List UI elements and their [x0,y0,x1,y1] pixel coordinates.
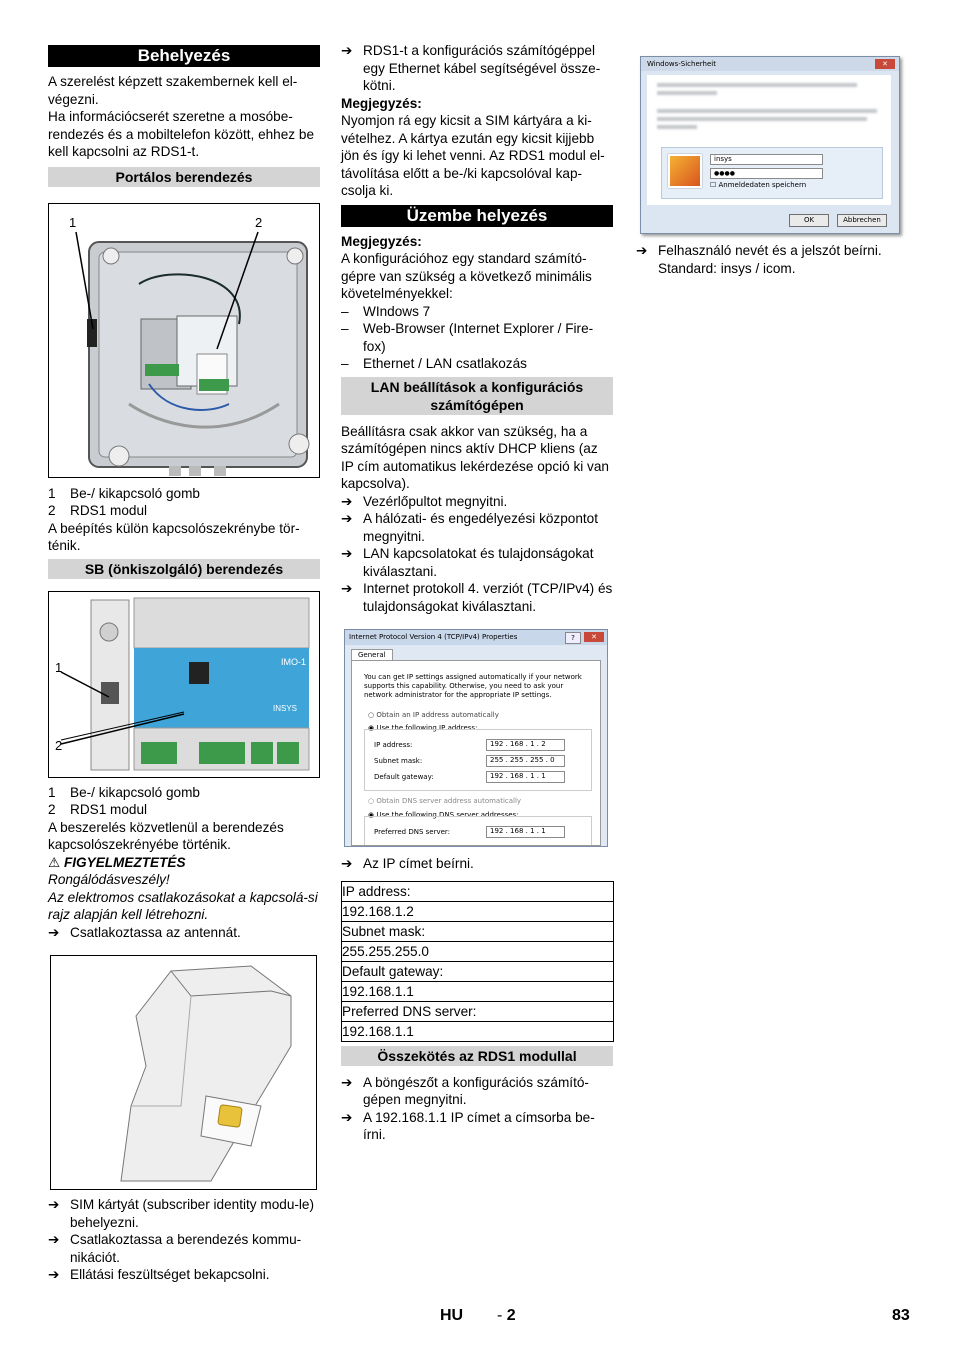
conn-step-2: ➔ A 192.168.1.1 IP címet a címsorba be-írni. [341,1109,595,1142]
note-sim-remove: Nyomjon rá egy kicsit a SIM kártyára a ki-vételhez. A kártya ezután egy kicsit kijjebb jön és így ki lehet venni. Az RDS1 modul el-távolítása előtt a be-/ki kapcsolóval kap-csolja ki. [341,113,605,198]
page-number: 83 [892,1307,910,1324]
step-communication: ➔ Csatlakoztassa a berendezés kommu-nikációt. [48,1232,302,1265]
arrow-icon: ➔ [341,546,353,561]
subheading-portalos: Portálos berendezés [48,167,320,187]
arrow-icon: ➔ [341,1109,353,1125]
step-enter-ip: ➔ Az IP címet beírni. [341,856,474,871]
table-row: 255.255.255.0 [342,941,614,961]
table-row: 192.168.1.1 [342,981,614,1001]
intro-text-2: Ha információcserét szeretne a mosóbe-rendezés és a mobiltelefon között, ehhez be kell kapcsolni az RDS1-t. [48,109,315,159]
legend-2-item-2: 2 RDS1 modul [48,802,148,817]
note-portal: A beépítés külön kapcsolószekrénybe tör-ténik. [48,520,300,553]
legend-2 [48,784,320,819]
footer-section: - 2 [497,1307,516,1324]
legend-1 [48,485,320,520]
ip-label: IP address: [374,741,413,749]
dns-field[interactable]: 192 . 168 . 1 . 1 [486,826,565,838]
dialog-description: You can get IP settings assigned automatically if your network supports this capability. Otherwise, you need to ask your network administrator for the appropriate IP settings. [364,673,582,699]
gateway-field[interactable]: 192 . 168 . 1 . 1 [486,771,565,783]
tcpip-dialog-titlebar: Internet Protocol Version 4 (TCP/IPv4) Properties ? ✕ [345,630,607,645]
step-login: ➔ Felhasználó nevét és a jelszót beírni. Standard: insys / icom. [636,243,882,276]
login-dialog-titlebar: Windows-Sicherheit ✕ [641,57,899,71]
tab-general[interactable]: General [351,649,393,661]
step-ethernet: ➔ RDS1-t a konfigurációs számítógéppel egy Ethernet kábel segítségével össze-kötni. [341,43,601,93]
dns-label: Preferred DNS server: [374,828,451,836]
arrow-icon: ➔ [341,581,353,596]
figure-sb-module [48,591,320,778]
step-antenna: ➔ Csatlakoztassa az antennát. [48,924,241,940]
legend-1-item-2: 2 RDS1 modul [48,503,148,518]
credential-panel [661,147,883,199]
sim-card-illustration [51,956,316,1189]
subheading-sb: SB (önkiszolgáló) berendezés [48,559,320,579]
column-3 [636,42,908,277]
imo-label: IMO-1 [281,656,307,667]
remember-checkbox[interactable]: ☐ Anmeldedaten speichern [710,181,807,189]
step-power: ➔ Ellátási feszültséget bekapcsolni. [48,1267,270,1282]
username-field[interactable]: insys [710,154,823,165]
conn-step-1: ➔ A böngészőt a konfigurációs számító-gépen megnyitni. [341,1074,589,1107]
column-2 [341,42,613,1144]
note2-label: Megjegyzés: [341,233,422,249]
fig2-label-2: 2 [55,737,63,753]
login-dialog-body [647,75,891,205]
warning-line-2: Az elektromos csatlakozásokat a kapcsolá-si rajz alapján kell létrehozni. [48,889,318,922]
fig1-label-2: 2 [255,214,263,230]
cancel-button[interactable]: Abbrechen [837,214,887,227]
ip-field[interactable]: 192 . 168 . 1 . 2 [486,739,565,751]
lan-text: Beállításra csak akkor van szükség, ha a számítógépen nincs aktív DHCP kliens (az IP cím automatikus lekérdezése opció ki van kapcsolva). [341,423,609,491]
heading-behelyezes: Behelyezés [48,45,320,67]
cabinet-illustration [49,204,320,477]
table-row: 192.168.1.1 [342,1021,614,1041]
arrow-icon: ➔ [341,1074,353,1090]
legend-1-item-1: 1 Be-/ kikapcsoló gomb [48,485,200,501]
radio-ip-manual[interactable]: ◉ Use the following IP address: [368,724,478,732]
password-field[interactable]: ●●●● [710,168,823,179]
blurred-text [657,125,697,129]
user-avatar-icon [668,154,702,188]
blurred-text [657,91,717,95]
login-dialog [640,56,900,234]
table-row: Subnet mask: [342,921,614,941]
table-row: 192.168.1.2 [342,901,614,921]
arrow-icon: ➔ [341,511,353,526]
req-windows: – WIndows 7 [341,303,431,319]
ip-settings-table [341,881,614,1042]
table-row: Default gateway: [342,961,614,981]
close-icon[interactable]: ✕ [584,632,604,642]
arrow-icon: ➔ [48,924,60,940]
legend-2-item-1: 1 Be-/ kikapcsoló gomb [48,784,200,800]
arrow-icon: ➔ [48,1267,60,1282]
warning-icon: ⚠ [48,854,61,870]
mask-field[interactable]: 255 . 255 . 255 . 0 [486,755,565,767]
table-row: Preferred DNS server: [342,1001,614,1021]
column-1 [48,42,320,1284]
fig1-label-1: 1 [69,214,77,230]
lan-step-3: ➔ LAN kapcsolatokat és tulajdonságokat kiválasztani. [341,546,594,579]
radio-ip-auto[interactable]: ○ Obtain an IP address automatically [368,711,499,719]
close-icon[interactable]: ✕ [875,59,895,69]
footer-language: HU [440,1307,464,1324]
steps-bottom [48,1196,320,1284]
intro-text: A szerelést képzett szakembernek kell el-végezni. [48,74,298,107]
warning-title: ⚠ FIGYELMEZTETÉS [48,854,186,870]
lan-step-1: ➔ Vezérlőpultot megnyitni. [341,493,508,509]
note-sb: A beszerelés közvetlenül a berendezés kapcsolószekrényébe történik. [48,819,284,852]
rds1-module-illustration [49,592,320,777]
help-icon[interactable]: ? [565,632,581,644]
arrow-icon: ➔ [341,493,353,509]
blurred-text [657,109,877,113]
lan-step-2: ➔ A hálózati- és engedélyezési központot megnyitni. [341,511,599,544]
req-browser: – Web-Browser (Internet Explorer / Fire-fox) [341,321,594,354]
ok-button[interactable]: OK [789,214,829,227]
table-row: IP address: [342,881,614,901]
warning-line-1: Rongálódásveszély! [48,872,170,887]
arrow-icon: ➔ [341,43,353,58]
blurred-text [657,117,867,121]
gateway-label: Default gateway: [374,773,434,781]
blurred-text [657,83,857,87]
req-ethernet: – Ethernet / LAN csatlakozás [341,356,527,371]
arrow-icon: ➔ [48,1197,60,1212]
note-requirements: A konfigurációhoz egy standard számító-gépre van szükség a következő minimális követelményekkel: [341,251,592,301]
mask-label: Subnet mask: [374,757,423,765]
radio-dns-auto[interactable]: ○ Obtain DNS server address automatically [368,797,522,805]
tcpip-dialog [344,629,608,847]
fig2-label-1: 1 [55,659,63,675]
figure-sim-insert [50,955,317,1190]
subheading-connect: Összekötés az RDS1 modullal [341,1046,613,1066]
step-sim: ➔ SIM kártyát (subscriber identity modu-le) behelyezni. [48,1197,315,1230]
figure-portal-cabinet [48,203,320,478]
arrow-icon: ➔ [341,856,353,871]
radio-dns-manual[interactable]: ◉ Use the following DNS server addresses: [368,811,519,819]
arrow-icon: ➔ [636,243,648,258]
subheading-lan: LAN beállítások a konfigurációs számítógépen [341,377,613,415]
heading-uzembe: Üzembe helyezés [341,205,613,227]
tcpip-dialog-body [351,660,601,846]
arrow-icon: ➔ [48,1232,60,1247]
lan-step-4: ➔ Internet protokoll 4. verziót (TCP/IPv4) és tulajdonságokat kiválasztani. [341,581,613,614]
insys-logo-text: INSYS [273,703,298,713]
note-label: Megjegyzés: [341,95,422,111]
